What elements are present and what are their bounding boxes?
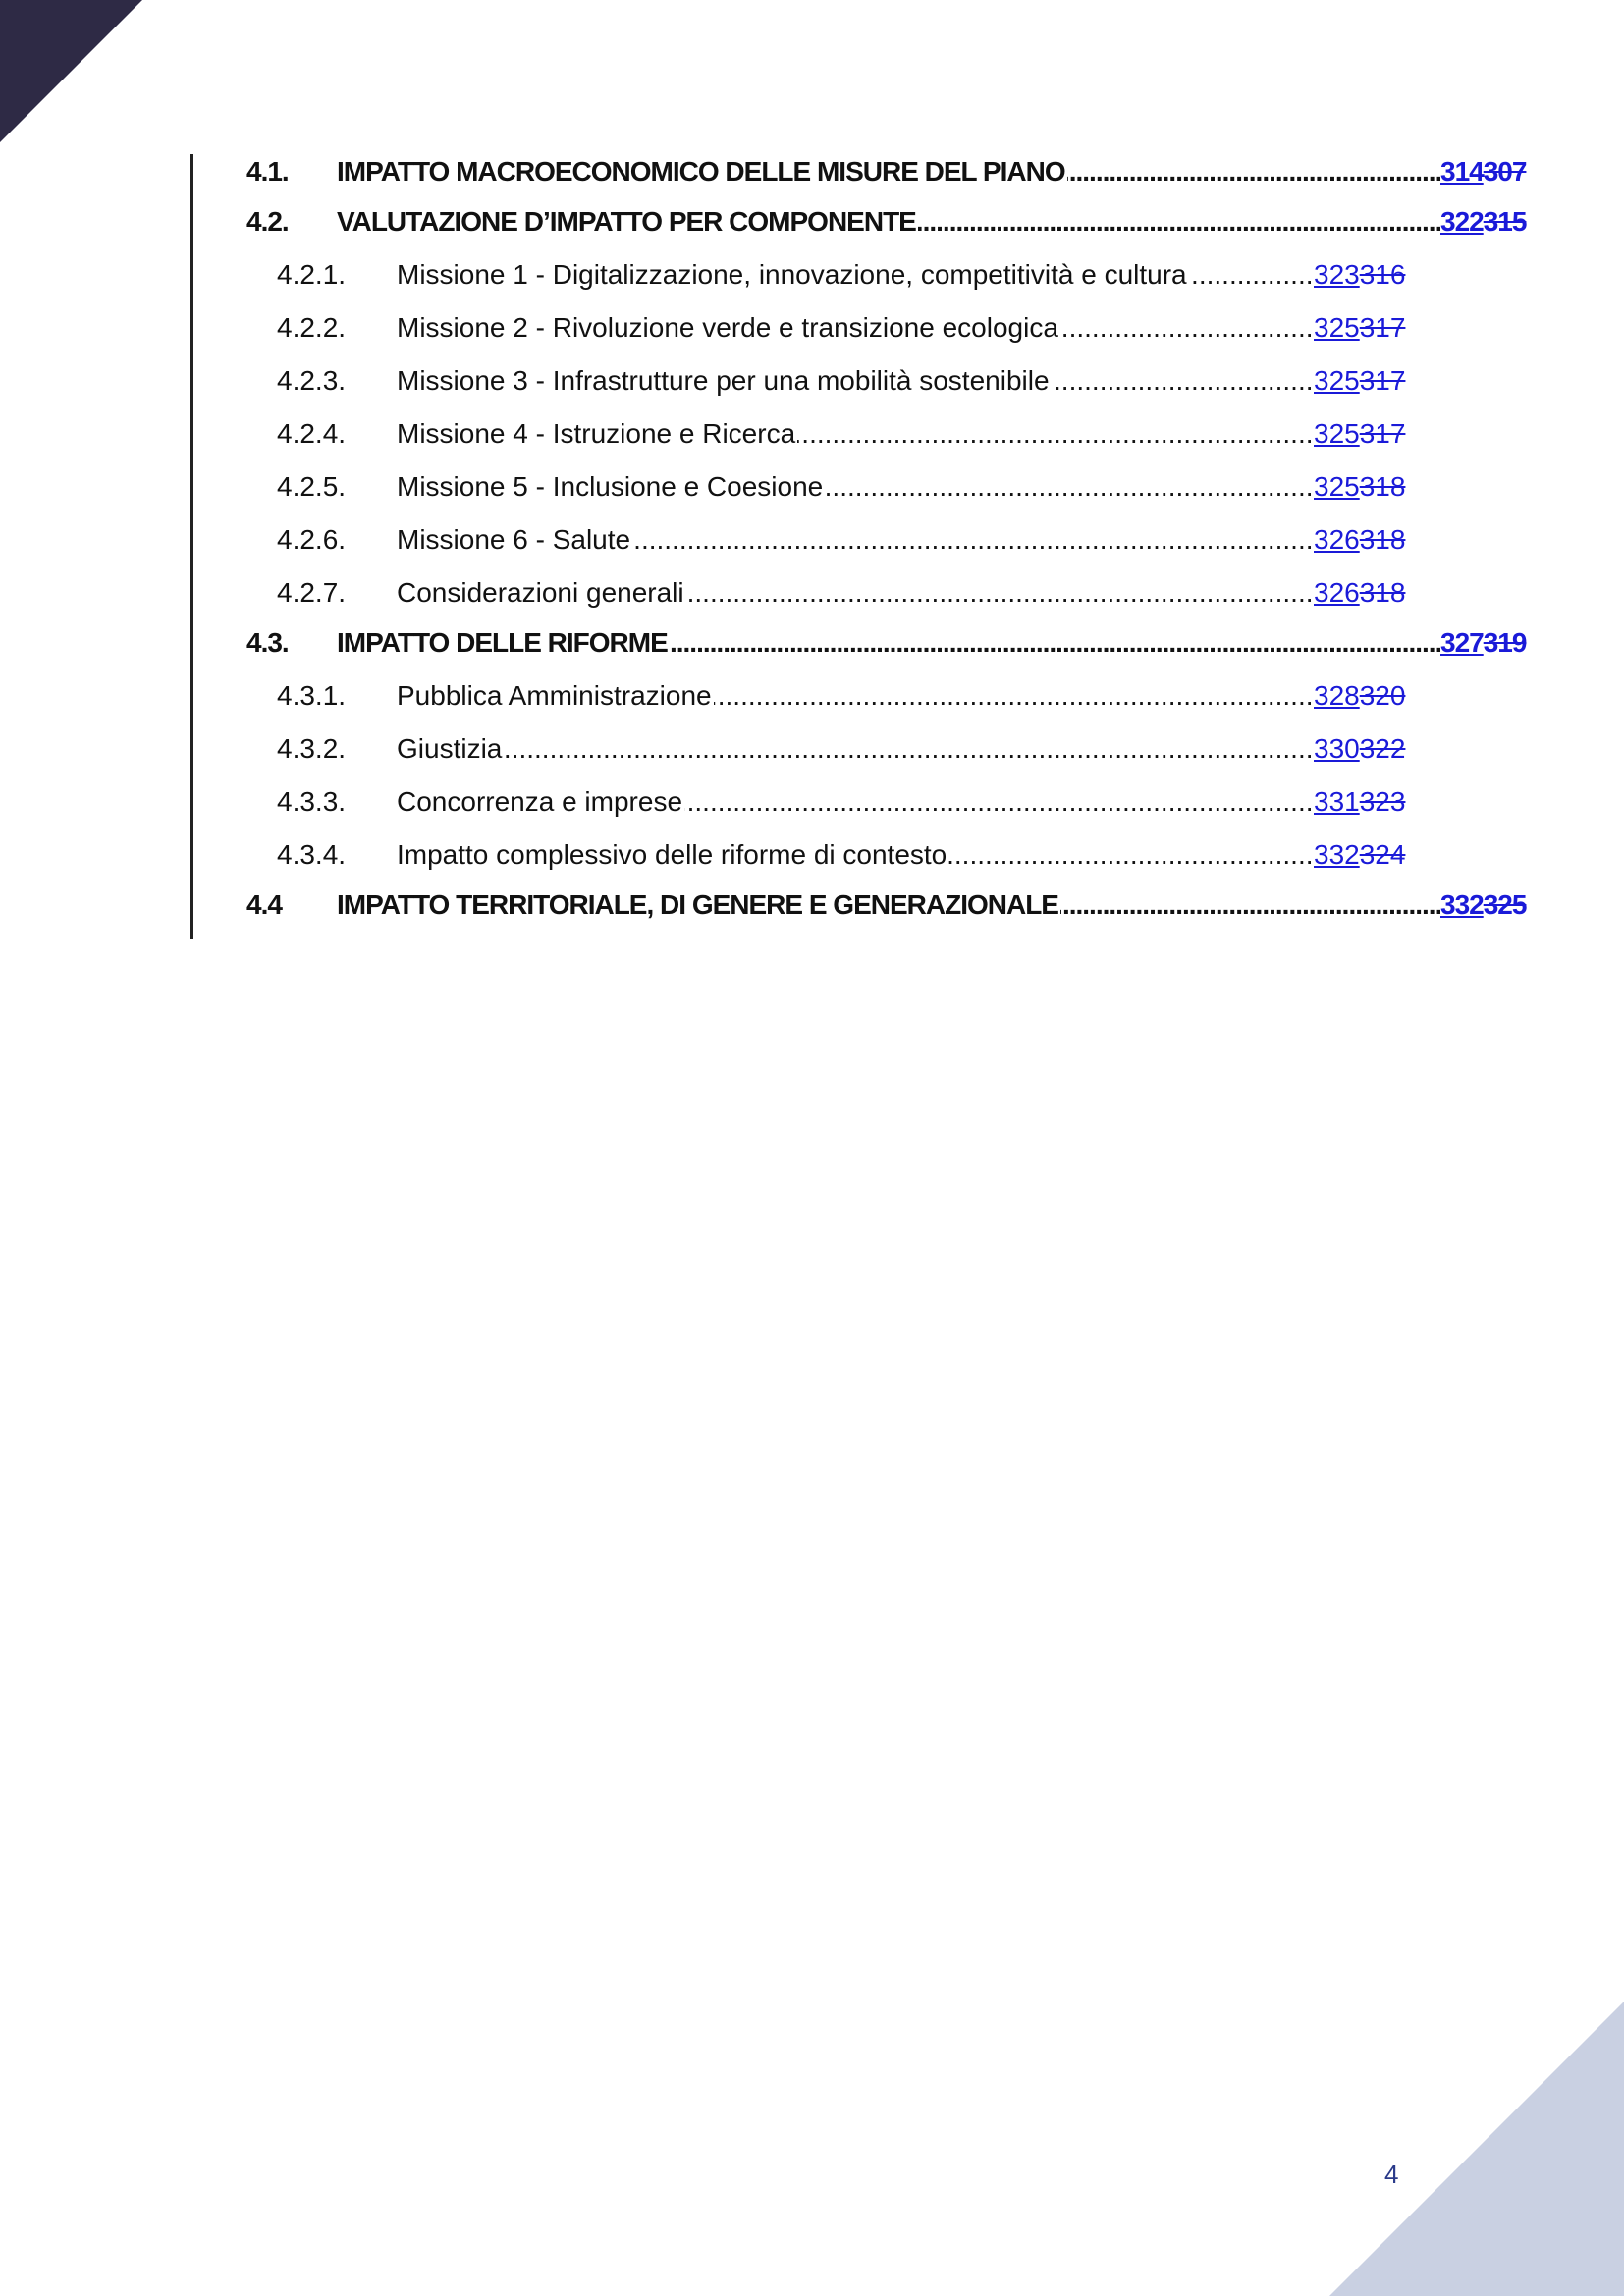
toc-entry[interactable] <box>0 516 1624 563</box>
toc-page-link[interactable]: 325 <box>1314 312 1360 343</box>
toc-page-old-deleted: 317 <box>1359 418 1406 449</box>
toc-entry-number: 4.3. <box>246 627 289 658</box>
toc-entry-title-text: IMPATTO TERRITORIALE, DI GENERE E GENERAZIONALE <box>337 889 1058 920</box>
toc-entry[interactable] <box>0 463 1624 510</box>
toc-page-link[interactable]: 323 <box>1314 259 1360 290</box>
toc-entry-number: 4.2.5. <box>277 471 347 502</box>
toc-entry-title <box>397 251 1314 298</box>
toc-entry-title <box>397 778 1314 826</box>
toc-entry-title-text: Missione 2 - Rivoluzione verde e transizione ecologica <box>397 312 1058 343</box>
toc-entry[interactable] <box>0 778 1624 826</box>
toc-page-old-deleted: 318 <box>1359 577 1406 608</box>
toc-entry-title <box>337 619 1440 667</box>
toc-entry-title-text: Missione 5 - Inclusione e Coesione <box>397 471 824 502</box>
toc-entry-title-text: Impatto complessivo delle riforme di contesto <box>397 839 947 870</box>
toc-page-link[interactable]: 325 <box>1314 471 1360 502</box>
toc-entry-title <box>337 148 1440 195</box>
toc-page-link[interactable]: 314 <box>1440 156 1484 187</box>
toc-entry[interactable] <box>0 251 1624 298</box>
toc-entry-page <box>1440 619 1526 667</box>
toc-page-old-deleted: 315 <box>1483 206 1527 237</box>
toc-entry-title <box>397 725 1314 773</box>
toc-entry-title-text: Missione 1 - Digitalizzazione, innovazione, competitività e cultura <box>397 259 1187 290</box>
toc-entry[interactable] <box>0 304 1624 351</box>
toc-entry-page <box>1314 725 1405 773</box>
toc-entry[interactable] <box>0 569 1624 616</box>
toc-entry[interactable] <box>0 148 1624 195</box>
toc-page-link[interactable]: 332 <box>1314 839 1360 870</box>
toc-entry-number: 4.2. <box>246 206 289 237</box>
toc-entry-page <box>1440 148 1526 195</box>
toc-entry-number: 4.2.4. <box>277 418 347 449</box>
toc-entry-title-text: Concorrenza e imprese <box>397 786 683 817</box>
toc-entry-title-text: VALUTAZIONE D’IMPATTO PER COMPONENTE <box>337 206 916 237</box>
toc-entry-title-text: Considerazioni generali <box>397 577 684 608</box>
toc-entry-page <box>1314 357 1405 404</box>
toc-page-link[interactable]: 326 <box>1314 524 1360 555</box>
toc-entry-number: 4.2.2. <box>277 312 347 343</box>
toc-entry-page <box>1314 463 1405 510</box>
toc-entry-number: 4.3.2. <box>277 733 347 764</box>
page-number: 4 <box>1384 2160 1399 2189</box>
toc-page-link[interactable]: 327 <box>1440 627 1484 658</box>
toc-page-old-deleted: 325 <box>1483 889 1527 920</box>
toc-page-link[interactable]: 322 <box>1440 206 1484 237</box>
toc-entry-title <box>397 357 1314 404</box>
toc-entry[interactable] <box>0 410 1624 457</box>
toc-entry-title <box>337 198 1440 245</box>
toc-entry-title <box>397 463 1314 510</box>
toc-entry-title <box>397 516 1314 563</box>
toc-entry[interactable] <box>0 831 1624 879</box>
toc-entry-page <box>1440 881 1526 929</box>
toc-entry-title-text: Missione 4 - Istruzione e Ricerca <box>397 418 796 449</box>
toc-page-old-deleted: 318 <box>1359 471 1406 502</box>
corner-decoration-bottom-right <box>1329 2002 1624 2296</box>
toc-entry-title-text: Pubblica Amministrazione <box>397 680 712 711</box>
toc-entry-title-text: Missione 3 - Infrastrutture per una mobilità sostenibile <box>397 365 1050 396</box>
toc-entry-page <box>1314 569 1405 616</box>
toc-entry[interactable] <box>0 881 1624 929</box>
toc-entry-title <box>397 410 1314 457</box>
toc-page-link[interactable]: 328 <box>1314 680 1360 711</box>
toc-entry-page <box>1314 304 1405 351</box>
toc-entry-title <box>337 881 1440 929</box>
toc-entry-page <box>1314 672 1405 720</box>
toc-entry[interactable] <box>0 357 1624 404</box>
toc-entry-page <box>1314 251 1405 298</box>
toc-page-old-deleted: 319 <box>1483 627 1527 658</box>
toc-page-old-deleted: 324 <box>1359 839 1406 870</box>
toc-page-old-deleted: 316 <box>1359 259 1406 290</box>
toc-page-old-deleted: 322 <box>1359 733 1406 764</box>
toc-page-old-deleted: 318 <box>1359 524 1406 555</box>
toc-entry[interactable] <box>0 619 1624 667</box>
toc-page-link[interactable]: 325 <box>1314 418 1360 449</box>
toc-entry-title <box>397 569 1314 616</box>
toc-entry-number: 4.2.6. <box>277 524 347 555</box>
toc-entry-number: 4.4 <box>246 889 282 920</box>
toc-entry-number: 4.3.1. <box>277 680 347 711</box>
toc-entry[interactable] <box>0 725 1624 773</box>
toc-entry-page <box>1314 831 1405 879</box>
toc-entry-title <box>397 672 1314 720</box>
toc-page-link[interactable]: 331 <box>1314 786 1360 817</box>
toc-page-old-deleted: 307 <box>1483 156 1527 187</box>
toc-entry-title <box>397 304 1314 351</box>
toc-entry-title <box>397 831 1314 879</box>
toc-entry-page <box>1314 516 1405 563</box>
toc-entry-page <box>1440 198 1526 245</box>
corner-decoration-top-left <box>0 0 142 142</box>
toc-entry-page <box>1314 778 1405 826</box>
toc-entry-title-text: IMPATTO MACROECONOMICO DELLE MISURE DEL PIANO <box>337 156 1065 187</box>
toc-page-old-deleted: 317 <box>1359 312 1406 343</box>
toc-page-link[interactable]: 332 <box>1440 889 1484 920</box>
toc-entry-number: 4.1. <box>246 156 289 187</box>
toc-entry-page <box>1314 410 1405 457</box>
toc-entry-number: 4.3.3. <box>277 786 347 817</box>
toc-entry-number: 4.3.4. <box>277 839 347 870</box>
toc-entry-number: 4.2.3. <box>277 365 347 396</box>
toc-entry-number: 4.2.1. <box>277 259 347 290</box>
toc-entry-title-text: Missione 6 - Salute <box>397 524 631 555</box>
toc-entry-title-text: IMPATTO DELLE RIFORME <box>337 627 668 658</box>
toc-page-old-deleted: 320 <box>1359 680 1406 711</box>
toc-page-link[interactable]: 325 <box>1314 365 1360 396</box>
toc-entry[interactable] <box>0 672 1624 720</box>
toc-entry[interactable] <box>0 198 1624 245</box>
toc-page-old-deleted: 317 <box>1359 365 1406 396</box>
toc-page-link[interactable]: 326 <box>1314 577 1360 608</box>
toc-page-old-deleted: 323 <box>1359 786 1406 817</box>
toc-page-link[interactable]: 330 <box>1314 733 1360 764</box>
toc-entry-title-text: Giustizia <box>397 733 503 764</box>
toc-entry-number: 4.2.7. <box>277 577 347 608</box>
